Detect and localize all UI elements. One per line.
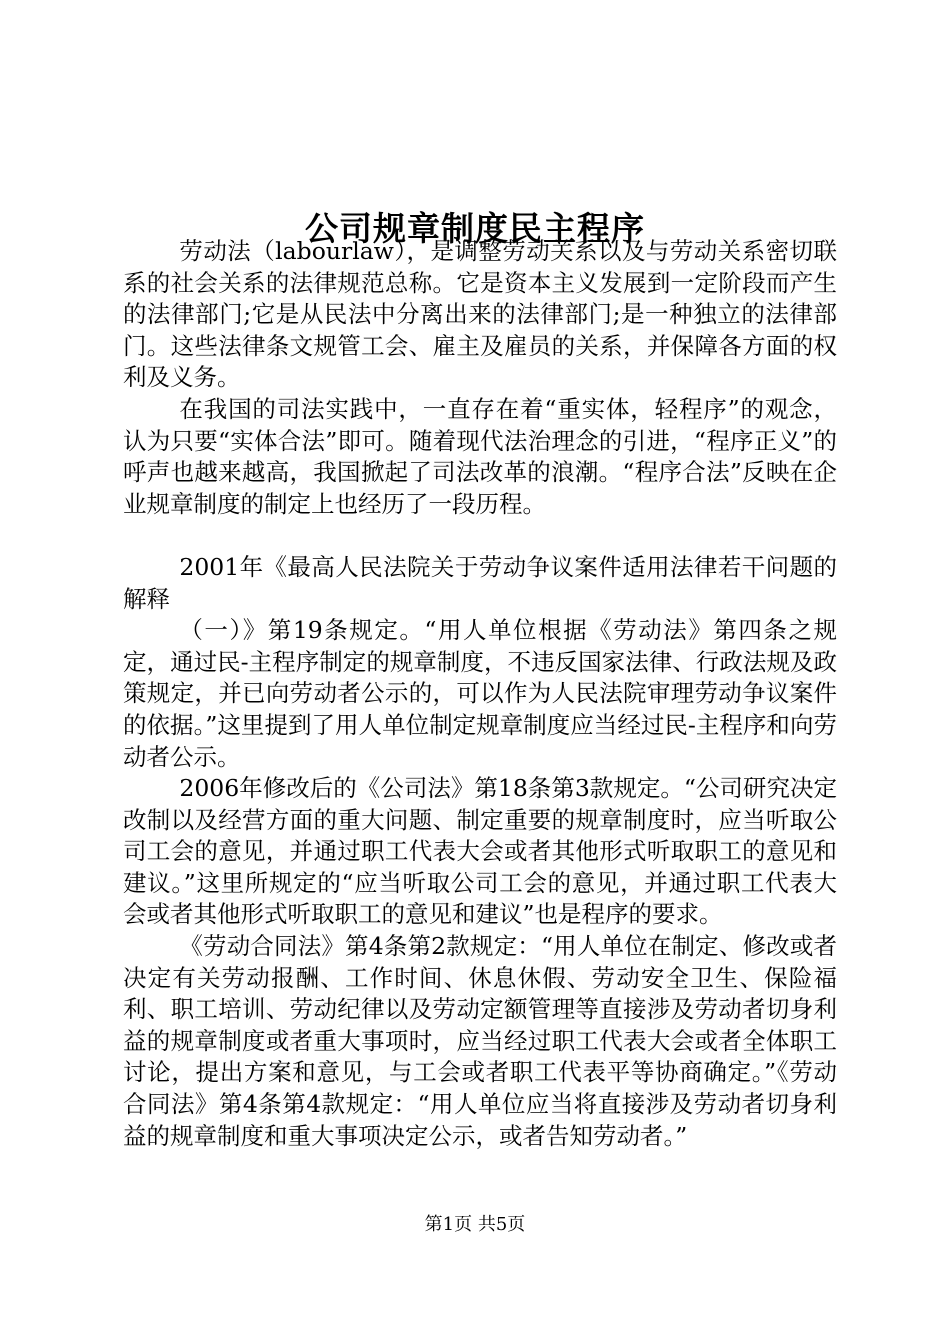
paragraph-procedure-concept: 在我国的司法实践中，一直存在着“重实体，轻程序”的观念，认为只要“实体合法”即可。随着现代法治理念的引进，“程序正义”的呼声也越来越高，我国掀起了司法改革的浪潮。“程序合法”反映在企业规章制度的制定上也经历了一段历程。 — [123, 394, 837, 518]
paragraph-2001-interpretation: 2001年《最高人民法院关于劳动争议案件适用法律若干问题的解释 — [123, 552, 837, 613]
paragraph-article-19: （一）》第19条规定。“用人单位根据《劳动法》第四条之规定，通过民-主程序制定的规章制度，不违反国家法律、行政法规及政策规定，并已向劳动者公示的，可以作为人民法院审理劳动争议案件的依据。”这里提到了用人单位制定规章制度应当经过民-主程序和向劳动者公示。 — [123, 616, 837, 771]
page-number: 第1页 共5页 — [424, 1214, 526, 1235]
document-body — [123, 236, 837, 1152]
paragraph-labour-law: 劳动法（labourlaw），是调整劳动关系以及与劳动关系密切联系的社会关系的法律规范总称。它是资本主义发展到一定阶段而产生的法律部门;它是从民法中分离出来的法律部门;是一种独立的法律部门。这些法律条文规管工会、雇主及雇员的关系，并保障各方面的权利及义务。 — [123, 237, 837, 392]
document-title: 公司规章制度民主程序 — [305, 209, 645, 249]
paragraph-labour-contract-law: 《劳动合同法》第4条第2款规定：“用人单位在制定、修改或者决定有关劳动报酬、工作时间、休息休假、劳动安全卫生、保险福利、职工培训、劳动纪律以及劳动定额管理等直接涉及劳动者切身利益的规章制度或者重大事项时，应当经过职工代表大会或者全体职工讨论，提出方案和意见，与工会或者职工代表平等协商确定。”《劳动合同法》第4条第4款规定：“用人单位应当将直接涉及劳动者切身利益的规章制度和重大事项决定公示，或者告知劳动者。” — [123, 932, 837, 1150]
paragraph-company-law-2006: 2006年修改后的《公司法》第18条第3款规定。“公司研究决定改制以及经营方面的重大问题、制定重要的规章制度时，应当听取公司工会的意见，并通过职工代表大会或者其他形式听取职工的意见和建议。”这里所规定的“应当听取公司工会的意见，并通过职工代表大会或者其他形式听取职工的意见和建议”也是程序的要求。 — [123, 774, 837, 929]
